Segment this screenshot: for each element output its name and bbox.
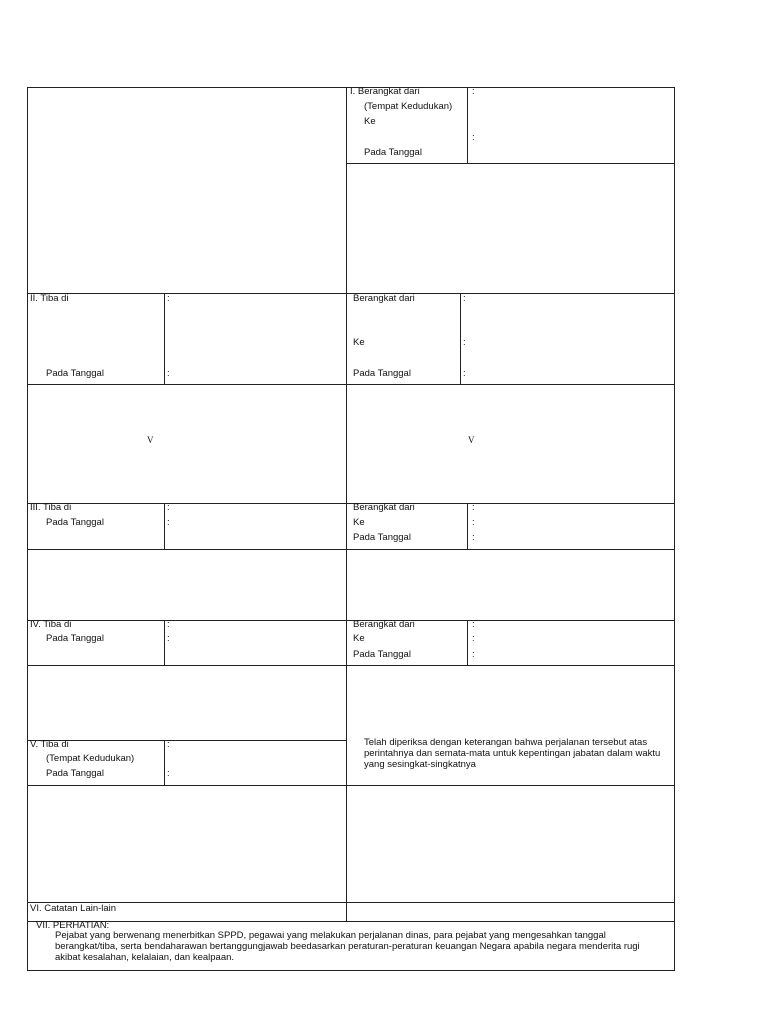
- sec3-colon: :: [472, 532, 475, 543]
- sec5-tempat-kedudukan-label: (Tempat Kedudukan): [46, 753, 135, 764]
- sec4-colon: :: [472, 649, 475, 660]
- sec4-pada-tanggal-right-label: Pada Tanggal: [353, 649, 411, 660]
- sec3-tiba-di-label: III. Tiba di: [30, 502, 72, 513]
- sec2-colon: :: [167, 293, 170, 304]
- sec3-pada-tanggal-right-label: Pada Tanggal: [353, 532, 411, 543]
- sec5-mid-line: [27, 785, 675, 786]
- sec4-tiba-di-label: IV. Tiba di: [30, 619, 72, 630]
- sec2-mark-right: V: [468, 435, 475, 445]
- sec3-colon: :: [167, 517, 170, 528]
- sec2-tiba-di-label: II. Tiba di: [30, 293, 69, 304]
- sec4-colon: :: [167, 619, 170, 630]
- sec2-right-divider: [460, 293, 461, 384]
- sec6-catatan-label: VI. Catatan Lain-lain: [30, 903, 117, 914]
- sec5-left-divider: [164, 740, 165, 785]
- sec3-top-line: [27, 503, 675, 504]
- sec5-colon: :: [167, 739, 170, 750]
- sec4-colon: :: [167, 633, 170, 644]
- sec2-colon: :: [463, 337, 466, 348]
- sec1-pada-tanggal-label: Pada Tanggal: [364, 147, 422, 158]
- border-bottom: [27, 970, 675, 971]
- sec5-top-line: [27, 740, 347, 741]
- sec2-colon: :: [463, 293, 466, 304]
- sec2-colon: :: [463, 368, 466, 379]
- sec4-top-line: [27, 620, 675, 621]
- sec3-colon: :: [472, 517, 475, 528]
- sec2-top-line: [27, 293, 675, 294]
- sec4-right-divider: [467, 620, 468, 665]
- sec3-berangkat-dari-label: Berangkat dari: [353, 502, 415, 513]
- sec1-tempat-kedudukan-label: (Tempat Kedudukan): [364, 101, 453, 112]
- sec2-colon: :: [167, 368, 170, 379]
- sec3-mid-line: [27, 549, 675, 550]
- sec1-row-line: [346, 163, 675, 164]
- sec1-colon-divider: [467, 87, 468, 164]
- sec4-pada-tanggal-label: Pada Tanggal: [46, 633, 104, 644]
- border-right: [674, 87, 675, 971]
- sec5-tiba-di-label: V. Tiba di: [30, 739, 69, 750]
- border-left: [27, 87, 28, 971]
- center-divider: [346, 87, 347, 922]
- sec7-top-line: [27, 921, 675, 922]
- sec4-colon: :: [472, 619, 475, 630]
- sec1-ke-label: Ke: [364, 116, 376, 127]
- sec2-mid-line: [27, 384, 675, 385]
- sec1-colon: :: [472, 86, 475, 97]
- sec2-ke-label: Ke: [353, 337, 365, 348]
- sec5-statement: Telah diperiksa dengan keterangan bahwa perjalanan tersebut atas perintahnya dan semata-mata untuk kepentingan jabatan dalam waktu yang sesingkat-singkatnya: [364, 737, 661, 770]
- sec1-colon: :: [472, 132, 475, 143]
- sec4-colon: :: [472, 633, 475, 644]
- sec6-top-line: [27, 902, 675, 903]
- sec4-berangkat-dari-label: Berangkat dari: [353, 619, 415, 630]
- sec2-mark-left: V: [147, 435, 154, 445]
- sec3-ke-label: Ke: [353, 517, 365, 528]
- sec3-colon: :: [472, 502, 475, 513]
- sec2-left-divider: [164, 293, 165, 384]
- sec3-colon: :: [167, 502, 170, 513]
- sec2-pada-tanggal-right-label: Pada Tanggal: [353, 368, 411, 379]
- sec1-berangkat-dari-label: I. Berangkat dari: [350, 86, 420, 97]
- sec3-left-divider: [164, 503, 165, 549]
- sec3-pada-tanggal-label: Pada Tanggal: [46, 517, 104, 528]
- sec2-pada-tanggal-label: Pada Tanggal: [46, 368, 104, 379]
- sec5-pada-tanggal-label: Pada Tanggal: [46, 768, 104, 779]
- sec7-perhatian-text: Pejabat yang berwenang menerbitkan SPPD, pegawai yang melakukan perjalanan dinas, para pejabat yang mengesahkan tanggal berangkat/tiba, serta bendaharawan bertanggungjawab beedasarkan peraturan-peraturan keuangan Negara apabila negara menderita rugi akibat kesalahan, kelalaian, dan kealpaan.: [55, 930, 640, 963]
- sec5-colon: :: [167, 768, 170, 779]
- sec3-right-divider: [467, 503, 468, 549]
- sec4-left-divider: [164, 620, 165, 665]
- sec7-perhatian-label: VII. PERHATIAN:: [36, 920, 110, 931]
- sec2-berangkat-dari-label: Berangkat dari: [353, 293, 415, 304]
- sec4-mid-line: [27, 665, 675, 666]
- sec4-ke-label: Ke: [353, 633, 365, 644]
